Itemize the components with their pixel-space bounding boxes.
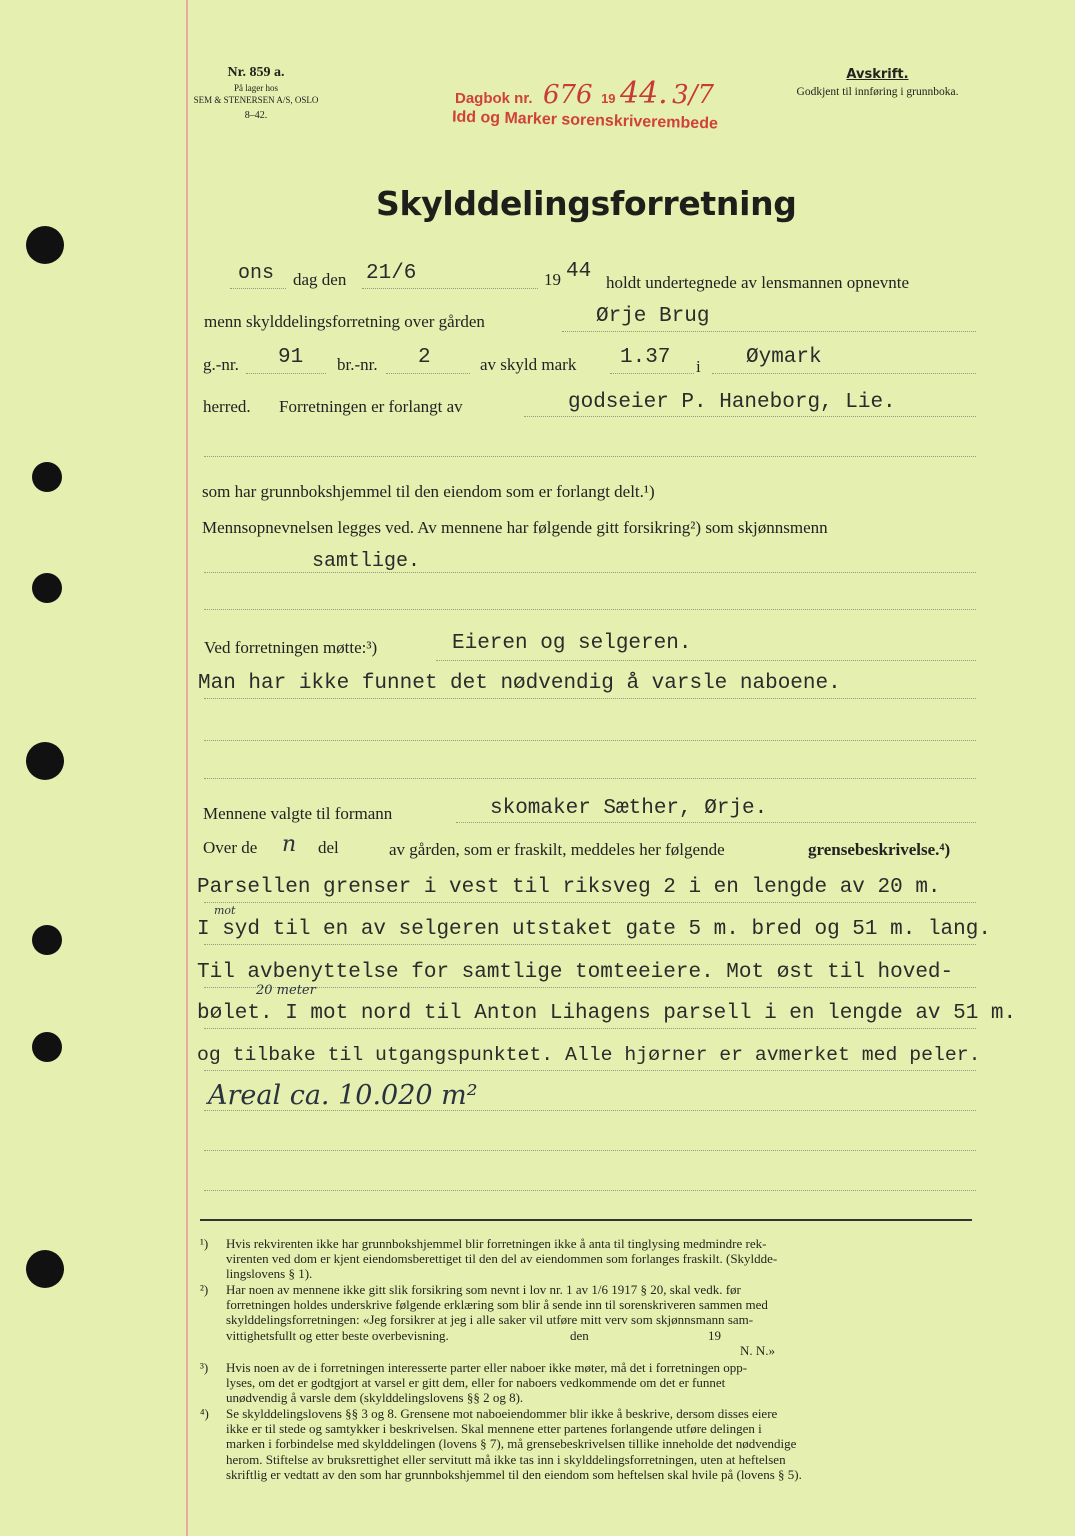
skjonnsmenn-line: [204, 572, 976, 573]
bnr-label: br.-nr.: [337, 355, 378, 374]
bnr-line: [386, 373, 470, 374]
farm-line: [562, 331, 976, 332]
form-number: Nr. 859 a.: [227, 65, 285, 80]
dagbok-year: 44.: [619, 76, 668, 111]
punch-hole: [32, 462, 62, 492]
handwritten-insert-1: mot: [214, 904, 236, 917]
punch-hole: [26, 1250, 64, 1288]
blank-line: [204, 456, 976, 457]
description-rule: [204, 944, 976, 945]
footnote: [200, 1360, 975, 1406]
avskrift-title: Avskrift.: [846, 67, 909, 82]
blank-line: [204, 609, 976, 610]
motte-rule-2: [204, 698, 976, 699]
footnote-line: Hvis rekvirenten ikke har grunnbokshjemmel blir forretningen ikke å anta til tinglysing medmindre rek-: [226, 1236, 767, 1251]
weekday-value: ons: [238, 262, 275, 285]
gnr-value: 91: [278, 346, 304, 369]
formann-label: Mennene valgte til formann: [203, 804, 393, 823]
footnote-separator: [200, 1219, 972, 1221]
motte-rule-1: [436, 660, 976, 661]
forlangt-label: Forretningen er forlangt av: [279, 397, 463, 416]
footnote-line: skylddelingsforretningen: «Jeg forsikrer at jeg i alle saker vil utføre mitt verv som skjønnsmann sam-: [226, 1312, 754, 1328]
footnote-line: virenten ved dom er kjent eiendomsberettiget til den del av eiendommen som forlanges fraskilt. (Skyldde-: [226, 1251, 778, 1267]
description-line: bølet. I mot nord til Anton Lihagens parsell i en lengde av 51 m.: [197, 1002, 1017, 1025]
menn-label: menn skylddelingsforretning over gården: [204, 312, 485, 331]
footnote-mark: ³): [200, 1360, 209, 1375]
print-date: 8–42.: [244, 110, 268, 121]
motte-line-1: Eieren og selgeren.: [452, 632, 692, 655]
footnote-line: Hvis noen av de i forretningen interesserte parter eller naboer ikke møter, må det i forretningen opp-: [226, 1360, 748, 1375]
punch-hole: [26, 226, 64, 264]
areal-line: [204, 1110, 976, 1111]
i-label: i: [696, 357, 701, 376]
footnote-mark: ²): [200, 1282, 209, 1297]
intro-rest: holdt undertegnede av lensmannen opnevnte: [606, 273, 910, 292]
office-stamp: Idd og Marker sorenskriverembede: [451, 108, 719, 133]
footnote-mark: ¹): [200, 1236, 209, 1251]
footnote-line: marken i forbindelse med skylddelingen (lovens § 7), må grensebeskrivelsen tillike inneholde det nødvendige: [226, 1436, 797, 1452]
grensebeskrivelse-label: grensebeskrivelse.⁴): [808, 840, 951, 859]
blank-line: [204, 740, 976, 741]
dagbok-stamp: [455, 76, 714, 111]
handwritten-areal: Areal ca. 10.020 m²: [208, 1080, 478, 1111]
formann-value: skomaker Sæther, Ørje.: [490, 797, 768, 820]
blank-line: [204, 778, 976, 779]
description-line: Til avbenyttelse for samtlige tomteeiere. Mot øst til hoved-: [197, 961, 954, 984]
description-rule: [204, 1028, 976, 1029]
footnote-line: Har noen av mennene ikke gitt slik forsikring som nevnt i lov nr. 1 av 1/6 1917 § 20, skal vedk. før: [226, 1282, 741, 1297]
avskrift-note: Godkjent til innføring i grunnboka.: [796, 86, 959, 98]
printer-line-1: På lager hos: [234, 83, 278, 93]
motte-line-2: Man har ikke funnet det nødvendig å varsle naboene.: [198, 672, 841, 695]
footnote-body: [226, 1406, 975, 1482]
date-line: [362, 288, 538, 289]
gnr-label: g.-nr.: [203, 355, 239, 374]
footnote-line: [226, 1328, 975, 1343]
farm-value: Ørje Brug: [596, 305, 710, 328]
skjonnsmenn-value: samtlige.: [312, 550, 421, 573]
form-printer-block: [186, 64, 326, 126]
punch-hole: [32, 573, 62, 603]
handwritten-insert-2: 20 meter: [256, 983, 316, 998]
description-rule: [204, 902, 976, 903]
dag-den-label: dag den: [293, 270, 347, 289]
menn-text: Mennsopnevnelsen legges ved. Av mennene har følgende gitt forsikring²) som skjønnsmenn: [202, 518, 828, 537]
footnote-line: herom. Stiftelse av bruksrettighet eller servitutt må ikke tas inn i skylddelingsforretningen, uten at heftelsen: [226, 1451, 786, 1467]
footnote-line: forretningen holdes underskrive følgende erklæring som blir å sende inn til sorenskriveren sammen med: [226, 1297, 768, 1313]
requester-line: [524, 416, 976, 417]
over-rest: av gården, som er fraskilt, meddeles her følgende: [389, 840, 725, 859]
skyld-value: 1.37: [620, 346, 671, 369]
requester-value: godseier P. Haneborg, Lie.: [568, 391, 896, 414]
footnote-body: [226, 1360, 975, 1406]
description-line: I syd til en av selgeren utstaket gate 5 m. bred og 51 m. lang.: [197, 918, 991, 941]
footnote-line: lyses, om det er godtgjort at varsel er gitt dem, eller for naboers vedkommende om det er funnet: [226, 1375, 726, 1391]
date-value: 21/6: [366, 262, 417, 285]
footnote-line: Se skylddelingslovens §§ 3 og 8. Grensene mot naboeiendommer blir ikke å beskrive, dersom disses eiere: [226, 1406, 778, 1421]
part-handwritten: n: [282, 832, 297, 857]
page-title: Skylddelingsforretning: [376, 184, 797, 223]
dagbok-date: 3/7: [672, 80, 714, 110]
footnote-place-date: den: [570, 1327, 589, 1343]
municipality-line: [712, 373, 976, 374]
dagbok-prefix: Dagbok nr.: [455, 90, 533, 107]
bnr-value: 2: [418, 346, 431, 369]
footnote-signature: N. N.»: [740, 1342, 776, 1358]
printer-line-2: SEM & STENERSEN A/S, OSLO: [193, 95, 319, 105]
gnr-line: [246, 373, 326, 374]
footnote-body: [226, 1282, 975, 1358]
footnote-line: skriftlig er vedtatt av den som har grunnbokshjemmel til den eiendom som heftelsen skal hvile på (lovens § 5).: [226, 1466, 802, 1482]
margin-rule: [186, 0, 188, 1536]
motte-label: Ved forretningen møtte:³): [204, 638, 378, 657]
footnote-year: 19: [708, 1327, 722, 1343]
footnote-line-text: vittighetsfullt og etter beste overbevisning.: [226, 1327, 449, 1343]
description-line: og tilbake til utgangspunktet. Alle hjørner er avmerket med peler.: [197, 1044, 981, 1066]
blank-line: [204, 1150, 976, 1151]
punch-hole: [32, 1032, 62, 1062]
year-prefix-label: 19: [544, 270, 561, 289]
del-label: del: [318, 838, 339, 857]
footnote: [200, 1406, 975, 1482]
dagbok-year-prefix: 19: [601, 91, 616, 106]
avskrift-block: [770, 66, 985, 100]
description-line: Parsellen grenser i vest til riksveg 2 i en lengde av 20 m.: [197, 876, 941, 899]
punch-hole: [26, 742, 64, 780]
footnote-body: [226, 1236, 975, 1282]
footnote-line: ikke er til stede og samtykker i beskrivelsen. Skal mennene etter partenes forlangende utføre delingen i: [226, 1421, 762, 1437]
over-de-label: Over de: [203, 838, 258, 857]
skyld-line: [610, 373, 694, 374]
dagbok-number: 676: [542, 80, 593, 110]
skyld-label: av skyld mark: [480, 355, 577, 374]
description-rule: [204, 1070, 976, 1071]
punch-hole: [32, 925, 62, 955]
municipality-value: Øymark: [746, 346, 822, 369]
footnote-mark: ⁴): [200, 1406, 209, 1421]
blank-line: [204, 1190, 976, 1191]
footnote-line: lingslovens § 1).: [226, 1266, 313, 1282]
footnote-line: unødvendig å varsle dem (skylddelingslovens §§ 2 og 8).: [226, 1390, 524, 1406]
herred-label: herred.: [203, 397, 251, 416]
footnote: [200, 1236, 975, 1282]
weekday-line: [230, 288, 286, 289]
description-rule: [204, 987, 976, 988]
year-value: 44: [566, 260, 592, 283]
footnote: [200, 1282, 975, 1358]
grunnbok-text: som har grunnbokshjemmel til den eiendom som er forlangt delt.¹): [202, 482, 655, 501]
formann-line: [456, 822, 976, 823]
